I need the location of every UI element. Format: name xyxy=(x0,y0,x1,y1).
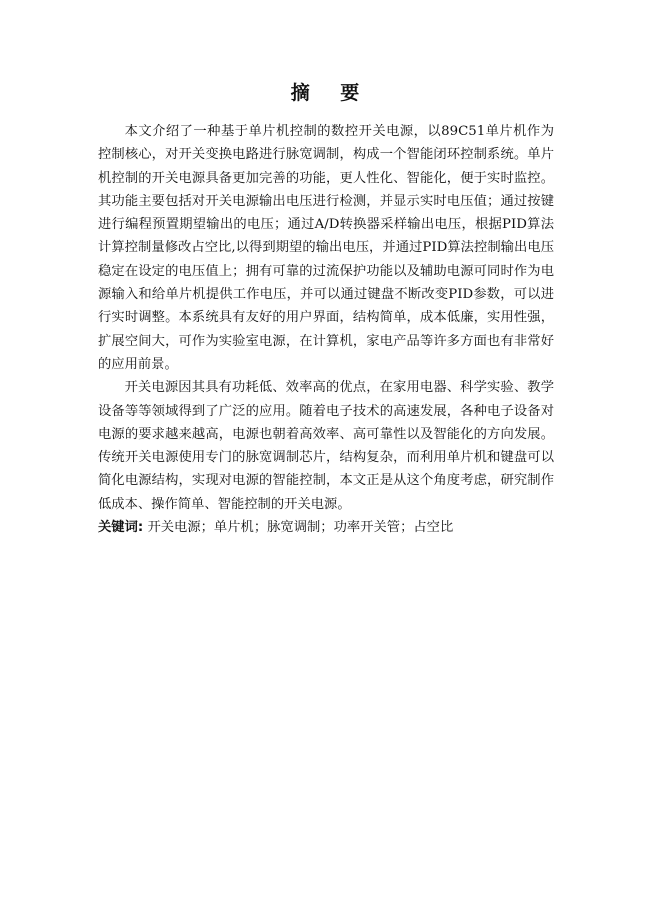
keywords-text: 开关电源；单片机；脉宽调制；功率开关管；占空比 xyxy=(143,520,454,536)
keywords-line xyxy=(98,516,554,539)
abstract-paragraph-2: 开关电源因其具有功耗低、效率高的优点，在家用电器、科学实验、教学设备等等领域得到了广泛的应用。随着电子技术的高速发展，各种电子设备对电源的要求越来越高，电源也朝着高效率、高可靠性以及智能化的方向发展。传统开关电源使用专门的脉宽调制芯片，结构复杂，而利用单片机和键盘可以简化电源结构，实现对电源的智能控制，本文正是从这个角度考虑，研究制作低成本、操作简单、智能控制的开关电源。 xyxy=(98,380,554,512)
abstract-body xyxy=(98,120,554,539)
abstract-title: 摘 要 xyxy=(290,82,372,104)
keywords-label: 关键词: xyxy=(98,520,144,536)
abstract-paragraph-1: 本文介绍了一种基于单片机控制的数控开关电源，以89C51单片机作为控制核心，对开关变换电路进行脉宽调制，构成一个智能闭环控制系统。单片机控制的开关电源具备更加完善的功能，更人性化、智能化，便于实时监控。其功能主要包括对开关电源输出电压进行检测，并显示实时电压值；通过按键进行编程预置期望输出的电压；通过A/D转换器采样输出电压，根据PID算法计算控制量修改占空比,以得到期望的输出电压，并通过PID算法控制输出电压稳定在设定的电压值上；拥有可靠的过流保护功能以及辅助电源可同时作为电源输入和给单片机提供工作电压，并可以通过键盘不断改变PID参数，可以进行实时调整。本系统具有友好的用户界面，结构简单，成本低廉，实用性强，扩展空间大，可作为实验室电源，在计算机，家电产品等许多方面也有非常好的应用前景。 xyxy=(98,124,554,372)
